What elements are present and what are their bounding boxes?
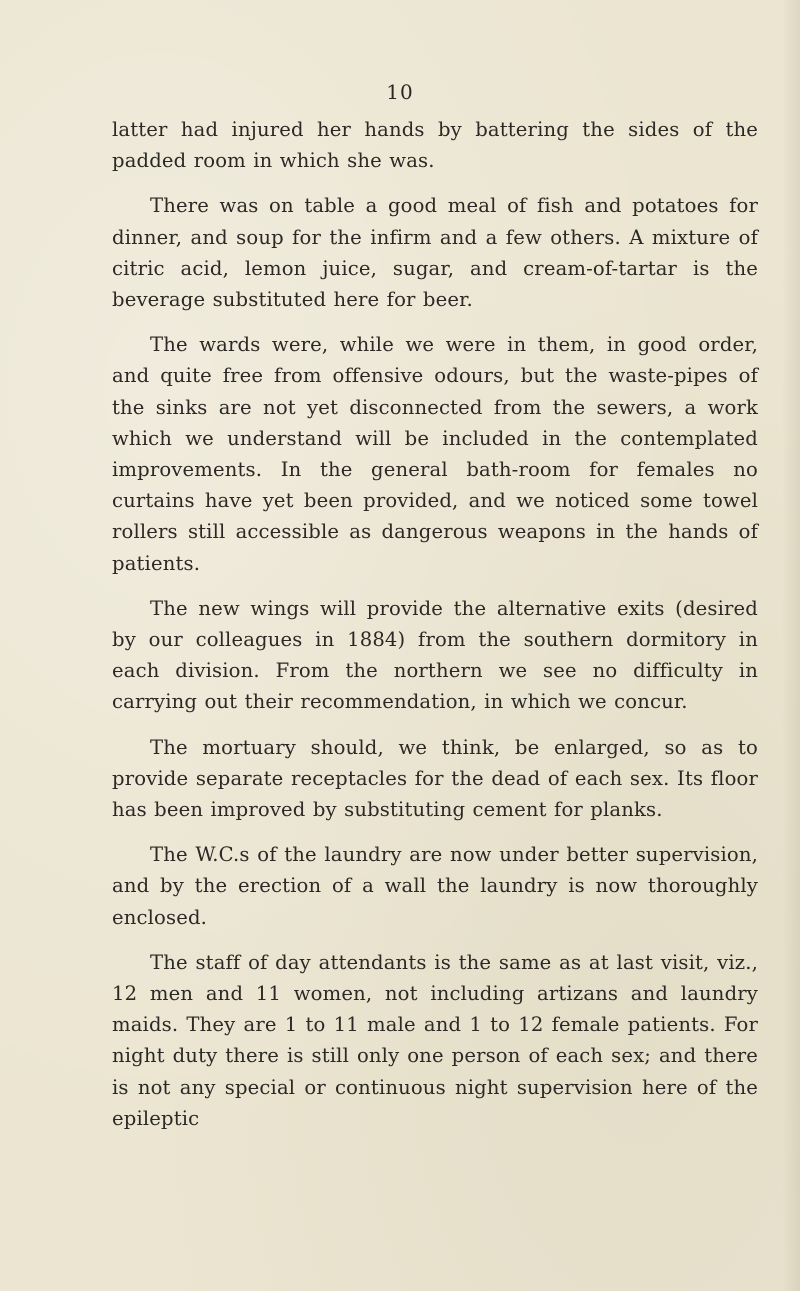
page-number: 10	[386, 80, 414, 104]
page-edge-shadow	[782, 0, 800, 1291]
paragraph: latter had injured her hands by battering the sides of the padded room in which she was.	[112, 118, 758, 173]
paragraph: The new wings will provide the alternative exits (desired by our colleagues in 1884) from the southern dormitory in each division. From the northern we see no difficulty in carrying out their recommendation, in which we concur.	[112, 596, 758, 714]
paragraph: There was on table a good meal of fish and potatoes for dinner, and soup for the infirm and a few others. A mixture of citric acid, lemon juice, sugar, and cream-of-tartar is the beverage substituted here for beer.	[112, 194, 758, 312]
body-text	[112, 114, 758, 1134]
paragraph: The W.C.s of the laundry are now under better supervision, and by the erection of a wall the laundry is now thoroughly enclosed.	[112, 843, 758, 929]
paragraph: The wards were, while we were in them, in good order, and quite free from offensive odours, but the waste-pipes of the sinks are not yet disconnected from the sewers, a work which we understand will be included in the contemplated improvements. In the general bath-room for females no curtains have yet been provided, and we noticed some towel rollers still accessible as dangerous weapons in the hands of patients.	[112, 333, 758, 575]
paragraph: The staff of day attendants is the same as at last visit, viz., 12 men and 11 women, not including artizans and laundry maids. They are 1 to 11 male and 1 to 12 female patients. For night duty there is still only one person of each sex; and there is not any special or continuous night supervision here of the epileptic	[112, 950, 758, 1130]
paragraph: The mortuary should, we think, be enlarged, so as to provide separate receptacles for the dead of each sex. Its floor has been improved by substituting cement for planks.	[112, 735, 758, 822]
